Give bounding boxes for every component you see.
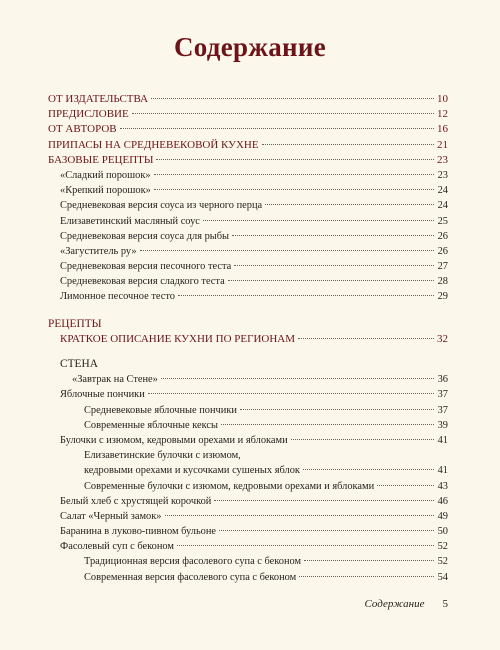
dot-leader bbox=[265, 204, 434, 205]
toc-entry-page: 39 bbox=[437, 419, 448, 431]
dot-leader bbox=[228, 280, 434, 281]
dot-leader bbox=[299, 576, 434, 577]
toc-entry-page: 26 bbox=[437, 230, 448, 242]
toc-entry-page: 32 bbox=[437, 332, 448, 345]
toc-entry[interactable] bbox=[48, 433, 448, 448]
toc-entry-page: 52 bbox=[437, 541, 448, 553]
toc-entry-title: Средневековая версия соуса из черного перца bbox=[60, 200, 263, 212]
toc-entry-title: ОТ АВТОРОВ bbox=[48, 123, 117, 136]
toc-entry-title: Салат «Черный замок» bbox=[60, 510, 162, 522]
toc-entry[interactable] bbox=[48, 183, 448, 198]
toc-entry[interactable] bbox=[48, 107, 448, 122]
toc-entry-page: 37 bbox=[437, 404, 448, 416]
toc-entry-title: Яблочные пончики bbox=[60, 389, 145, 401]
toc-entry[interactable] bbox=[48, 198, 448, 213]
toc-entry[interactable] bbox=[48, 403, 448, 418]
toc-entry[interactable] bbox=[48, 259, 448, 274]
dot-leader bbox=[232, 235, 434, 236]
toc-entry-title: Булочки с изюмом, кедровыми орехами и яблоками bbox=[60, 434, 288, 446]
section-heading-wall[interactable]: СТЕНА bbox=[60, 358, 98, 370]
toc-entry-page: 16 bbox=[437, 123, 448, 136]
toc-entry[interactable] bbox=[48, 494, 448, 509]
toc-entry[interactable] bbox=[48, 229, 448, 244]
toc-entry-title: Средневековые яблочные пончики bbox=[84, 404, 237, 416]
toc-entry-title: «Завтрак на Стене» bbox=[72, 374, 158, 386]
toc-entry[interactable] bbox=[48, 274, 448, 289]
page-number: 5 bbox=[442, 598, 448, 610]
dot-leader bbox=[154, 189, 434, 190]
toc-entry[interactable] bbox=[48, 332, 448, 347]
dot-leader bbox=[161, 378, 434, 379]
toc-entry[interactable] bbox=[48, 372, 448, 387]
dot-leader bbox=[240, 409, 434, 410]
table-of-contents bbox=[48, 92, 448, 585]
toc-entry-title: ПРИПАСЫ НА СРЕДНЕВЕКОВОЙ КУХНЕ bbox=[48, 138, 259, 151]
toc-entry-title: «Сладкий порошок» bbox=[60, 169, 151, 181]
toc-entry-title: Традиционная версия фасолевого супа с беконом bbox=[84, 556, 302, 568]
dot-leader bbox=[203, 220, 434, 221]
toc-entry-title: Современные булочки с изюмом, кедровыми орехами и яблоками bbox=[84, 480, 375, 492]
dot-leader bbox=[140, 250, 434, 251]
toc-entry[interactable] bbox=[48, 418, 448, 433]
dot-leader bbox=[154, 174, 434, 175]
toc-entry-page: 23 bbox=[437, 169, 448, 181]
toc-entry-title: «Загуститель ру» bbox=[60, 245, 137, 257]
dot-leader bbox=[156, 159, 434, 160]
toc-entry[interactable] bbox=[48, 554, 448, 569]
toc-entry[interactable] bbox=[48, 570, 448, 585]
toc-entry-title: Средневековая версия песочного теста bbox=[60, 261, 232, 273]
toc-entry[interactable] bbox=[48, 92, 448, 107]
toc-entry[interactable] bbox=[48, 289, 448, 304]
toc-entry-page: 12 bbox=[437, 108, 448, 121]
toc-entry[interactable] bbox=[48, 168, 448, 183]
toc-entry-title: Средневековая версия сладкого теста bbox=[60, 276, 225, 288]
dot-leader bbox=[377, 485, 434, 486]
toc-entry-title: Белый хлеб с хрустящей корочкой bbox=[60, 495, 212, 507]
dot-leader bbox=[219, 530, 434, 531]
toc-entry-page: 50 bbox=[437, 526, 448, 538]
dot-leader bbox=[178, 295, 434, 296]
dot-leader bbox=[291, 439, 434, 440]
toc-entry-page: 27 bbox=[437, 261, 448, 273]
toc-entry-title: Фасолевый суп с беконом bbox=[60, 541, 174, 553]
toc-entry-title: ОТ ИЗДАТЕЛЬСТВА bbox=[48, 93, 149, 105]
toc-entry-page: 10 bbox=[437, 93, 448, 105]
dot-leader bbox=[151, 98, 434, 99]
page-title: Содержание bbox=[173, 32, 327, 62]
toc-entry-page: 37 bbox=[437, 389, 448, 401]
toc-entry-title: ПРЕДИСЛОВИЕ bbox=[48, 108, 129, 121]
toc-entry-title: Баранина в луково-пивном бульоне bbox=[60, 526, 217, 538]
toc-entry-title: Елизаветинский масляный соус bbox=[60, 215, 200, 227]
toc-entry-page: 41 bbox=[437, 465, 448, 477]
dot-leader bbox=[120, 128, 434, 129]
toc-entry[interactable] bbox=[48, 387, 448, 402]
toc-entry[interactable] bbox=[48, 539, 448, 554]
toc-entry-page: 26 bbox=[437, 245, 448, 257]
dot-leader bbox=[148, 393, 434, 394]
toc-entry-page: 49 bbox=[437, 510, 448, 522]
toc-entry-page: 24 bbox=[437, 185, 448, 197]
toc-entry-page: 25 bbox=[437, 215, 448, 227]
dot-leader bbox=[304, 560, 434, 561]
toc-entry-title: «Крепкий порошок» bbox=[60, 185, 151, 197]
toc-entry-title: БАЗОВЫЕ РЕЦЕПТЫ bbox=[48, 153, 154, 166]
dot-leader bbox=[214, 500, 434, 501]
toc-entry-page: 46 bbox=[437, 495, 448, 507]
toc-entry-continued[interactable]: Елизаветинские булочки с изюмом, bbox=[84, 450, 241, 462]
toc-entry-page: 28 bbox=[437, 276, 448, 288]
toc-entry-page: 23 bbox=[437, 153, 448, 166]
dot-leader bbox=[303, 469, 434, 470]
toc-entry-page: 21 bbox=[437, 138, 448, 151]
toc-entry[interactable] bbox=[48, 479, 448, 494]
toc-entry-title: кедровыми орехами и кусочками сушеных яблок bbox=[84, 465, 300, 477]
toc-entry[interactable] bbox=[48, 524, 448, 539]
section-heading-recipes[interactable]: РЕЦЕПТЫ bbox=[48, 317, 102, 330]
toc-entry-title: Современная версия фасолевого супа с беконом bbox=[84, 571, 297, 583]
toc-entry-title: КРАТКОЕ ОПИСАНИЕ КУХНИ ПО РЕГИОНАМ bbox=[60, 332, 296, 345]
dot-leader bbox=[262, 144, 434, 145]
toc-entry[interactable] bbox=[48, 138, 448, 153]
toc-entry[interactable] bbox=[48, 509, 448, 524]
dot-leader bbox=[132, 113, 434, 114]
toc-entry[interactable] bbox=[48, 214, 448, 229]
dot-leader bbox=[234, 265, 434, 266]
toc-entry-page: 24 bbox=[437, 200, 448, 212]
footer-label: Содержание bbox=[364, 598, 425, 610]
toc-entry-title: Средневековая версия соуса для рыбы bbox=[60, 230, 230, 242]
toc-entry-page: 36 bbox=[437, 374, 448, 386]
toc-entry-page: 29 bbox=[437, 291, 448, 303]
toc-entry-page: 41 bbox=[437, 434, 448, 446]
dot-leader bbox=[298, 338, 434, 339]
toc-entry[interactable] bbox=[48, 153, 448, 168]
toc-entry[interactable] bbox=[48, 244, 448, 259]
dot-leader bbox=[177, 545, 434, 546]
toc-entry-title: Лимонное песочное тесто bbox=[60, 291, 175, 303]
dot-leader bbox=[221, 424, 434, 425]
page-footer bbox=[364, 598, 448, 610]
toc-entry-title: Современные яблочные кексы bbox=[84, 419, 219, 431]
toc-entry[interactable] bbox=[48, 122, 448, 137]
toc-entry[interactable] bbox=[48, 463, 448, 478]
toc-entry-page: 52 bbox=[437, 556, 448, 568]
dot-leader bbox=[165, 515, 435, 516]
toc-entry-page: 43 bbox=[437, 480, 448, 492]
toc-entry-page: 54 bbox=[437, 571, 448, 583]
